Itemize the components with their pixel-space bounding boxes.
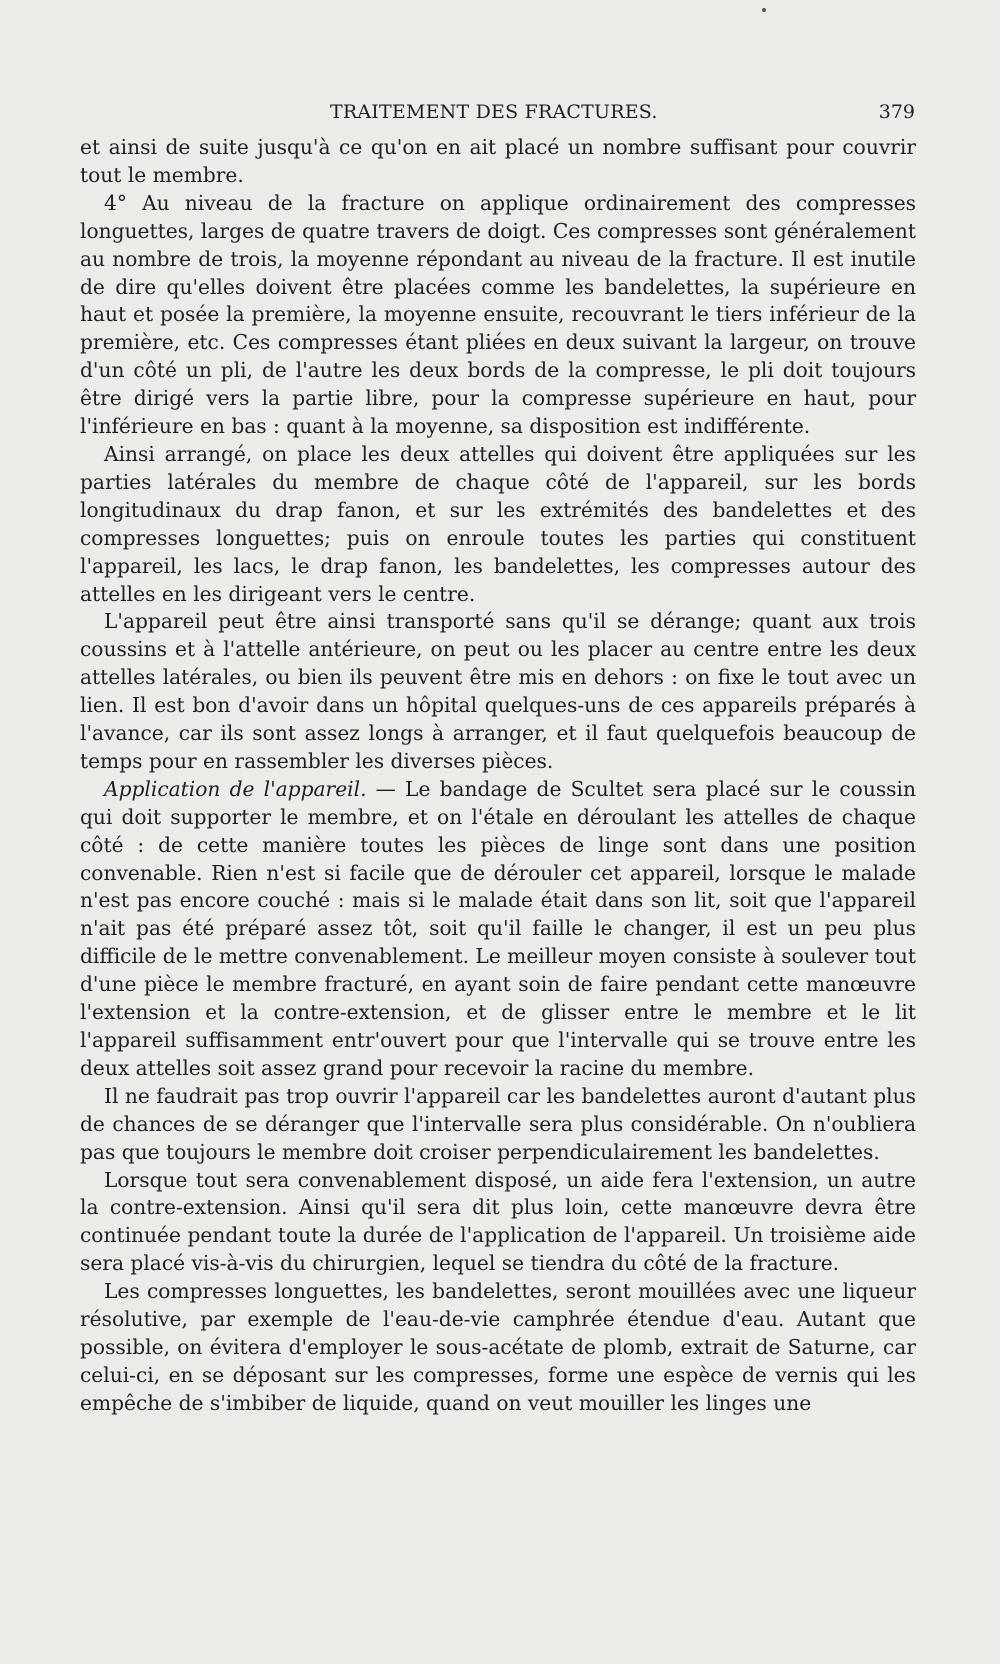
body-text xyxy=(80,134,916,1418)
page-number: 379 xyxy=(878,101,915,123)
paragraph-transport: L'appareil peut être ainsi transporté sans qu'il se dérange; quant aux trois coussins et à l'attelle antérieure, on peut ou les placer au centre entre les deux attelles latérales, ou bien ils peuvent être mis en dehors : on fixe le tout avec un lien. Il est bon d'avoir dans un hôpital quelques-uns de ces appareils préparés à l'avance, car ils sont assez longs à arranger, et il faut quelquefois beaucoup de temps pour en rassembler les diverses pièces. xyxy=(80,609,916,773)
paragraph-application xyxy=(80,776,916,1083)
section-heading-italic: Application de l'appareil. xyxy=(104,776,367,801)
paragraph-extension: Lorsque tout sera convenablement disposé, un aide fera l'extension, un autre la contre-extension. Ainsi qu'il sera dit plus loin, cette manœuvre devra être continuée pendant toute la durée de l'application de l'appareil. Un troisième aide sera placé vis-à-vis du chirurgien, lequel se tiendra du côté de la fracture. xyxy=(80,1167,916,1276)
paragraph-application-text: — Le bandage de Scultet sera placé sur le coussin qui doit supporter le membre, et on l'étale en déroulant les attelles de chaque côté : de cette manière toutes les pièces de linge sont dans une position convenable. Rien n'est si facile que de dérouler cet appareil, lorsque le malade n'est pas encore couché : mais si le malade était dans son lit, soit que l'appareil n'ait pas été préparé assez tôt, soit qu'il faille le changer, il est un peu plus difficile de le mettre convenablement. Le meilleur moyen consiste à soulever tout d'une pièce le membre fracturé, en ayant soin de faire pendant cette manœuvre l'extension et la contre-extension, et de glisser entre le membre et le lit l'appareil suffisamment entr'ouvert pour que l'intervalle qui se trouve entre les deux attelles soit assez grand pour recevoir la racine du membre. xyxy=(80,776,917,1080)
paragraph-liqueur: Les compresses longuettes, les bandelettes, seront mouillées avec une liqueur résolutive, par exemple de l'eau-de-vie camphrée étendue d'eau. Autant que possible, on évitera d'employer le sous-acétate de plomb, extrait de Saturne, car celui-ci, en se déposant sur les compresses, forme une espèce de vernis qui les empêche de s'imbiber de liquide, quand on veut mouiller les linges une xyxy=(80,1279,916,1415)
paragraph-ouverture: Il ne faudrait pas trop ouvrir l'appareil car les bandelettes auront d'autant plus de chances de se déranger que l'intervalle sera plus considérable. On n'oubliera pas que toujours le membre doit croiser perpendiculairement les bandelettes. xyxy=(80,1083,916,1164)
ink-speck xyxy=(762,8,766,12)
page-header xyxy=(330,101,915,127)
paragraph-compresses: 4° Au niveau de la fracture on applique ordinairement des compresses longuettes, larges de quatre travers de doigt. Ces compresses sont généralement au nombre de trois, la moyenne répondant au niveau de la fracture. Il est inutile de dire qu'elles doivent être placées comme les bandelettes, la supérieure en haut et posée la première, la moyenne ensuite, recouvrant le tiers inférieur de la première, etc. Ces compresses étant pliées en deux suivant la largeur, on trouve d'un côté un pli, de l'autre les deux bords de la compresse, le pli doit toujours être dirigé vers la partie libre, pour la compresse supérieure en haut, pour l'inférieure en bas : quant à la moyenne, sa disposition est indifférente. xyxy=(80,190,916,439)
paragraph-attelles: Ainsi arrangé, on place les deux attelles qui doivent être appliquées sur les parties latérales du membre de chaque côté de l'appareil, sur les bords longitudinaux du drap fanon, et sur les extrémités des bandelettes et des compresses longuettes; puis on enroule toutes les parties qui constituent l'appareil, les lacs, le drap fanon, les bandelettes, les compresses autour des attelles en les dirigeant vers le centre. xyxy=(80,441,916,606)
running-title: TRAITEMENT DES FRACTURES. xyxy=(330,101,658,123)
paragraph-continuation: et ainsi de suite jusqu'à ce qu'on en ait placé un nombre suffisant pour couvrir tout le membre. xyxy=(80,135,916,187)
